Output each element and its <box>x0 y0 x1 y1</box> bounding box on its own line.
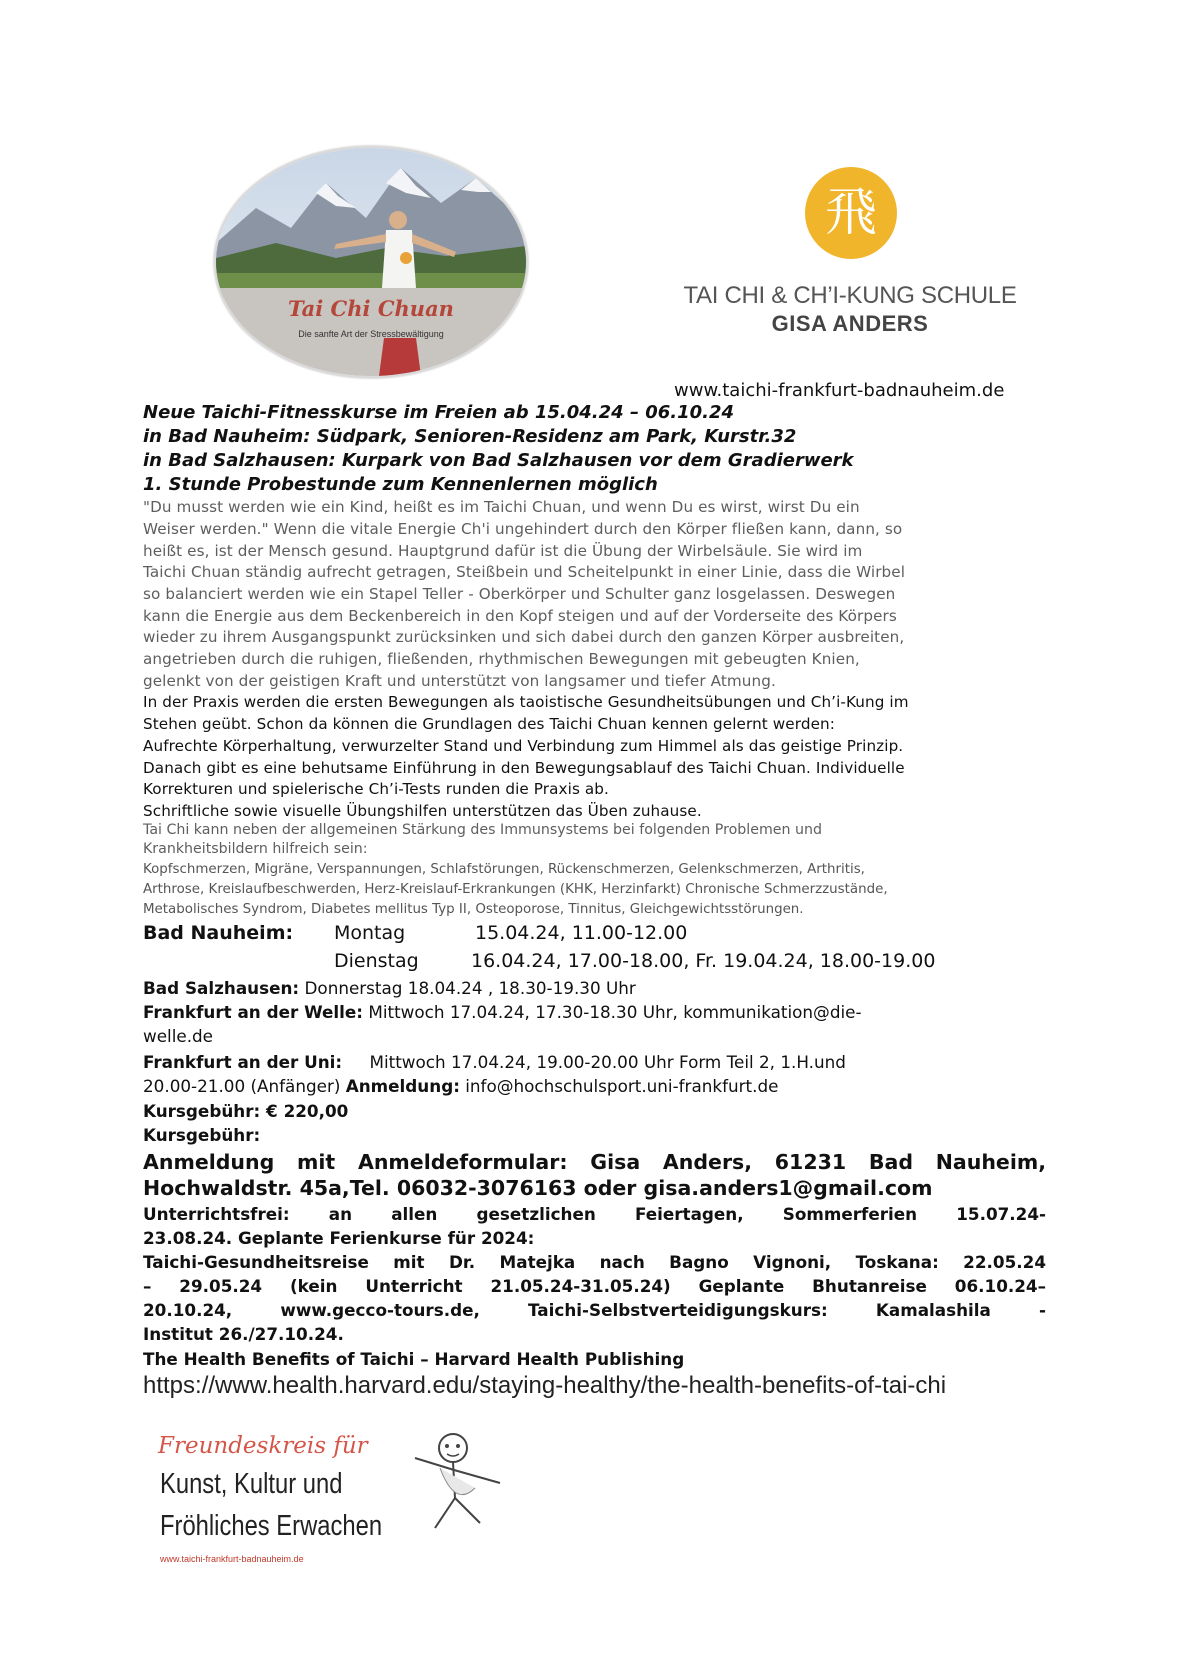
course-fee-2: Kursgebühr: <box>143 1125 261 1145</box>
practice-line: In der Praxis werden die ersten Bewegungen als taoistische Gesundheitsübungen und Ch’i-Kung im <box>143 693 909 711</box>
frankfurt-welle-row <box>143 1002 862 1022</box>
school-owner: GISA ANDERS <box>771 311 929 336</box>
course-fee: Kursgebühr: € 220,00 <box>143 1101 349 1121</box>
intro-line: Weiser werden." Wenn die vitale Energie Ch'i ungehindert durch den Körper fließen kann, dann, so <box>143 520 903 538</box>
registration-line: Hochwaldstr. 45a,Tel. 06032-3076163 oder gisa.anders1@gmail.com <box>143 1176 933 1200</box>
bad-nauheim-day-2: Dienstag <box>334 950 419 972</box>
logo-glyph: 飛 <box>824 183 877 243</box>
headline-1: Neue Taichi-Fitnesskurse im Freien ab 15.04.24 – 06.10.24 <box>143 402 735 423</box>
photo-title: Tai Chi Chuan <box>288 296 454 321</box>
footer-script: Freundeskreis für <box>158 1433 368 1459</box>
bad-nauheim-time-2: 16.04.24, 17.00-18.00, Fr. 19.04.24, 18.00-19.00 <box>471 950 936 972</box>
frankfurt-welle-email[interactable]: welle.de <box>143 1026 214 1046</box>
footer-url: www.taichi-frankfurt-badnauheim.de <box>160 1554 304 1564</box>
holiday-line: 20.10.24, www.gecco-tours.de, Taichi-Selbstverteidigungskurs: Kamalashila - <box>143 1300 1046 1320</box>
frankfurt-uni-time: Mittwoch 17.04.24, 19.00-20.00 Uhr Form Teil 2, 1.H.und <box>369 1052 846 1072</box>
bad-salzhausen-label: Bad Salzhausen: <box>143 978 300 998</box>
holiday-line: Taichi-Gesundheitsreise mit Dr. Matejka nach Bagno Vignoni, Toskana: 22.05.24 <box>143 1252 1046 1272</box>
website-link[interactable]: www.taichi-frankfurt-badnauheim.de <box>674 380 1005 401</box>
headline-2: in Bad Nauheim: Südpark, Senioren-Residenz am Park, Kurstr.32 <box>143 426 797 447</box>
header-photo <box>214 146 528 378</box>
benefits-line: Krankheitsbildern hilfreich sein: <box>143 841 368 857</box>
frankfurt-uni-row-2 <box>143 1076 778 1096</box>
bad-nauheim-day-1: Montag <box>334 922 406 944</box>
dancing-figure-icon <box>395 1428 515 1542</box>
footer-line-2: Fröhliches Erwachen <box>160 1510 383 1542</box>
bad-salzhausen-row <box>143 978 636 998</box>
practice-line: Aufrechte Körperhaltung, verwurzelter Stand und Verbindung zum Himmel als das geistige Prinzip. <box>143 737 904 755</box>
conditions-line: Arthrose, Kreislaufbeschwerden, Herz-Kreislauf-Erkrankungen (KHK, Herzinfarkt) Chronische Schmerzzustände, <box>143 882 888 897</box>
frankfurt-uni-label: Frankfurt an der Uni: <box>143 1052 343 1072</box>
intro-line: angetrieben durch die ruhigen, fließenden, rhythmischen Bewegungen mit gebeugten Knien, <box>143 650 860 668</box>
intro-line: heißt es, ist der Mensch gesund. Hauptgrund dafür ist die Übung der Wirbelsäule. Sie wird im <box>143 542 863 560</box>
school-name: TAI CHI & CH’I-KUNG SCHULE <box>683 282 1017 309</box>
intro-line: gelenkt von der geistigen Kraft und unterstützt von langsamer und tiefer Atmung. <box>143 672 776 690</box>
conditions-line: Metabolisches Syndrom, Diabetes mellitus Typ II, Osteoporose, Tinnitus, Gleichgewichtsstörungen. <box>143 902 804 917</box>
holiday-line: 23.08.24. Geplante Ferienkurse für 2024: <box>143 1228 535 1248</box>
conditions-line: Kopfschmerzen, Migräne, Verspannungen, Schlafstörungen, Rückenschmerzen, Gelenkschmerzen, Arthritis, <box>143 862 865 877</box>
footer-line-1: Kunst, Kultur und <box>160 1468 343 1500</box>
frankfurt-welle-label: Frankfurt an der Welle: <box>143 1002 363 1022</box>
bad-nauheim-label: Bad Nauheim: <box>143 922 294 944</box>
mountain-landscape-image <box>216 148 526 376</box>
practice-line: Danach gibt es eine behutsame Einführung in den Bewegungsablauf des Taichi Chuan. Individuelle <box>143 759 905 777</box>
harvard-title: The Health Benefits of Taichi – Harvard Health Publishing <box>143 1349 685 1369</box>
intro-line: Taichi Chuan ständig aufrecht getragen, Steißbein und Scheitelpunkt in einer Linie, dass die Wirbel <box>143 563 906 581</box>
registration-line: Anmeldung mit Anmeldeformular: Gisa Anders, 61231 Bad Nauheim, <box>143 1150 1046 1174</box>
photo-subtitle: Die sanfte Art der Stressbewältigung <box>298 329 444 339</box>
uni-email[interactable]: info@hochschulsport.uni-frankfurt.de <box>459 1076 779 1096</box>
registration-label: Anmeldung: <box>345 1076 460 1096</box>
intro-line: kann die Energie aus dem Beckenbereich in den Kopf steigen und auf der Vorderseite des Körpers <box>143 607 897 625</box>
frankfurt-uni-row <box>143 1052 846 1072</box>
school-logo <box>805 167 897 259</box>
headline-3: in Bad Salzhausen: Kurpark von Bad Salzhausen vor dem Gradierwerk <box>143 450 854 471</box>
benefits-line: Tai Chi kann neben der allgemeinen Stärkung des Immunsystems bei folgenden Problemen und <box>143 822 823 838</box>
bad-salzhausen-time: Donnerstag 18.04.24 , 18.30-19.30 Uhr <box>304 978 636 998</box>
holiday-line: Unterrichtsfrei: an allen gesetzlichen Feiertagen, Sommerferien 15.07.24- <box>143 1204 1046 1224</box>
holiday-line: Institut 26./27.10.24. <box>143 1324 344 1344</box>
bad-nauheim-time-1: 15.04.24, 11.00-12.00 <box>475 922 688 944</box>
practice-line: Schriftliche sowie visuelle Übungshilfen unterstützen das Üben zuhause. <box>143 802 702 820</box>
practice-line: Stehen geübt. Schon da können die Grundlagen des Taichi Chuan kennen gelernt werden: <box>143 715 835 733</box>
holiday-line: – 29.05.24 (kein Unterricht 21.05.24-31.05.24) Geplante Bhutanreise 06.10.24– <box>143 1276 1046 1296</box>
intro-line: "Du musst werden wie ein Kind, heißt es im Taichi Chuan, und wenn Du es wirst, wirst Du ein <box>143 498 860 516</box>
harvard-url[interactable]: https://www.health.harvard.edu/staying-healthy/the-health-benefits-of-tai-chi <box>143 1372 947 1399</box>
practice-line: Korrekturen und spielerische Ch’i-Tests runden die Praxis ab. <box>143 780 609 798</box>
frankfurt-uni-beginner: 20.00-21.00 (Anfänger) <box>143 1076 346 1096</box>
intro-line: so balanciert werden wie ein Stapel Teller - Oberkörper und Schulter ganz losgelassen. Deswegen <box>143 585 896 603</box>
frankfurt-welle-time: Mittwoch 17.04.24, 17.30-18.30 Uhr, kommunikation@die- <box>368 1002 862 1022</box>
intro-line: wieder zu ihrem Ausgangspunkt zurücksinken und sich dabei durch den ganzen Körper ausbreiten, <box>143 628 905 646</box>
headline-4: 1. Stunde Probestunde zum Kennenlernen möglich <box>143 474 658 495</box>
